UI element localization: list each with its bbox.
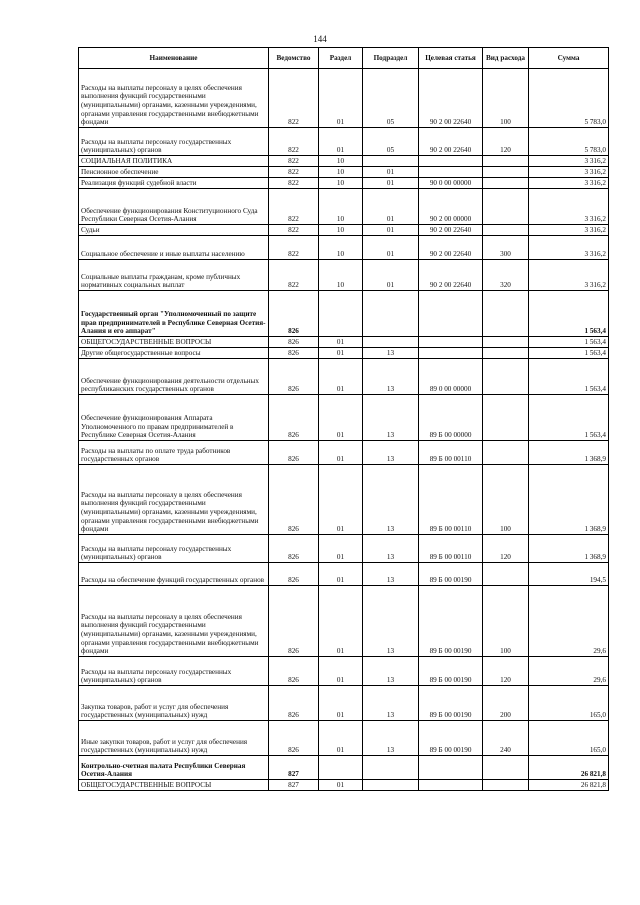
cell-sum: 3 316,2 bbox=[529, 156, 609, 167]
cell-subsection bbox=[363, 156, 419, 167]
cell-name: Расходы на выплаты персоналу государственных (муниципальных) органов bbox=[79, 535, 269, 563]
cell-expense-type bbox=[483, 348, 529, 359]
table-row bbox=[79, 189, 609, 225]
cell-subsection: 01 bbox=[363, 260, 419, 291]
cell-expense-type: 100 bbox=[483, 69, 529, 128]
cell-section: 01 bbox=[319, 686, 363, 721]
cell-subsection bbox=[363, 756, 419, 780]
cell-subsection bbox=[363, 780, 419, 791]
cell-section: 01 bbox=[319, 441, 363, 465]
cell-target-article: 89 Б 00 00000 bbox=[419, 395, 483, 441]
cell-section: 10 bbox=[319, 178, 363, 189]
cell-expense-type bbox=[483, 167, 529, 178]
cell-expense-type bbox=[483, 359, 529, 395]
cell-target-article: 89 Б 00 00190 bbox=[419, 563, 483, 586]
cell-name: Расходы на выплаты по оплате труда работников государственных органов bbox=[79, 441, 269, 465]
header-expense-type: Вид расхода bbox=[483, 48, 529, 69]
table-row bbox=[79, 225, 609, 236]
cell-subsection: 13 bbox=[363, 441, 419, 465]
cell-department: 822 bbox=[269, 128, 319, 156]
cell-section: 01 bbox=[319, 337, 363, 348]
cell-sum: 1 563,4 bbox=[529, 291, 609, 337]
cell-target-article: 89 Б 00 00190 bbox=[419, 721, 483, 756]
cell-expense-type bbox=[483, 156, 529, 167]
cell-sum: 1 368,9 bbox=[529, 465, 609, 535]
cell-section: 01 bbox=[319, 586, 363, 657]
cell-subsection: 05 bbox=[363, 128, 419, 156]
cell-department: 822 bbox=[269, 69, 319, 128]
cell-target-article bbox=[419, 337, 483, 348]
cell-subsection: 13 bbox=[363, 686, 419, 721]
cell-department: 826 bbox=[269, 465, 319, 535]
cell-section: 01 bbox=[319, 563, 363, 586]
cell-sum: 165,0 bbox=[529, 721, 609, 756]
cell-name: Обеспечение функционирования Конституционного Суда Республики Северная Осетия-Алания bbox=[79, 189, 269, 225]
table-header-row bbox=[79, 48, 609, 69]
table-row bbox=[79, 441, 609, 465]
header-target-article: Целевая статья bbox=[419, 48, 483, 69]
cell-expense-type: 120 bbox=[483, 657, 529, 686]
cell-expense-type bbox=[483, 178, 529, 189]
cell-expense-type: 120 bbox=[483, 128, 529, 156]
cell-section: 10 bbox=[319, 225, 363, 236]
table-row bbox=[79, 535, 609, 563]
cell-section bbox=[319, 756, 363, 780]
cell-name: ОБЩЕГОСУДАРСТВЕННЫЕ ВОПРОСЫ bbox=[79, 780, 269, 791]
table-row bbox=[79, 337, 609, 348]
cell-department: 822 bbox=[269, 236, 319, 260]
cell-department: 822 bbox=[269, 167, 319, 178]
cell-section: 10 bbox=[319, 260, 363, 291]
table-row bbox=[79, 657, 609, 686]
cell-target-article: 90 2 00 00000 bbox=[419, 189, 483, 225]
cell-target-article: 89 Б 00 00190 bbox=[419, 586, 483, 657]
cell-name: Социальное обеспечение и иные выплаты населению bbox=[79, 236, 269, 260]
cell-expense-type bbox=[483, 395, 529, 441]
budget-table bbox=[78, 47, 609, 791]
cell-section: 10 bbox=[319, 167, 363, 178]
cell-target-article bbox=[419, 756, 483, 780]
table-row bbox=[79, 291, 609, 337]
cell-department: 826 bbox=[269, 721, 319, 756]
cell-name: Расходы на выплаты персоналу в целях обеспечения выполнения функций государственными (муниципальными) органами, казенными учреждениями, органами управления государственными внебюджетными фондами bbox=[79, 586, 269, 657]
cell-target-article bbox=[419, 156, 483, 167]
cell-subsection: 13 bbox=[363, 657, 419, 686]
cell-section: 01 bbox=[319, 69, 363, 128]
table-body bbox=[79, 69, 609, 791]
cell-target-article bbox=[419, 780, 483, 791]
cell-department: 827 bbox=[269, 756, 319, 780]
cell-expense-type: 200 bbox=[483, 686, 529, 721]
cell-department: 826 bbox=[269, 337, 319, 348]
cell-subsection: 01 bbox=[363, 189, 419, 225]
cell-target-article: 90 2 00 22640 bbox=[419, 225, 483, 236]
cell-sum: 3 316,2 bbox=[529, 189, 609, 225]
cell-subsection: 13 bbox=[363, 465, 419, 535]
table-row bbox=[79, 69, 609, 128]
cell-sum: 1 563,4 bbox=[529, 395, 609, 441]
cell-department: 827 bbox=[269, 780, 319, 791]
table-row bbox=[79, 586, 609, 657]
cell-section: 01 bbox=[319, 395, 363, 441]
cell-name: Государственный орган "Уполномоченный по защите прав предпринимателей в Республике Северная Осетия-Алания и его аппарат" bbox=[79, 291, 269, 337]
cell-target-article: 90 0 00 00000 bbox=[419, 178, 483, 189]
header-department: Ведомство bbox=[269, 48, 319, 69]
cell-sum: 5 783,0 bbox=[529, 69, 609, 128]
cell-expense-type: 320 bbox=[483, 260, 529, 291]
cell-name: СОЦИАЛЬНАЯ ПОЛИТИКА bbox=[79, 156, 269, 167]
cell-subsection: 13 bbox=[363, 348, 419, 359]
cell-sum: 3 316,2 bbox=[529, 167, 609, 178]
cell-department: 826 bbox=[269, 395, 319, 441]
cell-target-article bbox=[419, 167, 483, 178]
cell-target-article: 90 2 00 22640 bbox=[419, 128, 483, 156]
table-row bbox=[79, 236, 609, 260]
cell-subsection: 13 bbox=[363, 359, 419, 395]
cell-subsection: 13 bbox=[363, 563, 419, 586]
cell-sum: 29,6 bbox=[529, 657, 609, 686]
cell-sum: 1 368,9 bbox=[529, 441, 609, 465]
cell-section: 01 bbox=[319, 359, 363, 395]
cell-sum: 26 821,8 bbox=[529, 780, 609, 791]
cell-target-article bbox=[419, 348, 483, 359]
cell-subsection bbox=[363, 337, 419, 348]
cell-section: 01 bbox=[319, 780, 363, 791]
cell-department: 826 bbox=[269, 586, 319, 657]
cell-department: 826 bbox=[269, 686, 319, 721]
table-row bbox=[79, 465, 609, 535]
header-section: Раздел bbox=[319, 48, 363, 69]
cell-sum: 1 368,9 bbox=[529, 535, 609, 563]
cell-expense-type bbox=[483, 441, 529, 465]
cell-department: 826 bbox=[269, 348, 319, 359]
cell-subsection bbox=[363, 291, 419, 337]
cell-section: 01 bbox=[319, 465, 363, 535]
cell-target-article: 89 Б 00 00110 bbox=[419, 535, 483, 563]
cell-sum: 5 783,0 bbox=[529, 128, 609, 156]
cell-expense-type bbox=[483, 756, 529, 780]
cell-department: 822 bbox=[269, 225, 319, 236]
cell-expense-type: 120 bbox=[483, 535, 529, 563]
cell-subsection: 13 bbox=[363, 395, 419, 441]
cell-sum: 3 316,2 bbox=[529, 236, 609, 260]
cell-name: ОБЩЕГОСУДАРСТВЕННЫЕ ВОПРОСЫ bbox=[79, 337, 269, 348]
cell-subsection: 13 bbox=[363, 721, 419, 756]
cell-target-article: 89 Б 00 00190 bbox=[419, 657, 483, 686]
cell-name: Другие общегосударственные вопросы bbox=[79, 348, 269, 359]
cell-name: Обеспечение функционирования Аппарата Уполномоченного по правам предпринимателей в Республике Северная Осетия-Алания bbox=[79, 395, 269, 441]
table-row bbox=[79, 167, 609, 178]
header-sum: Сумма bbox=[529, 48, 609, 69]
cell-section: 01 bbox=[319, 348, 363, 359]
cell-section: 01 bbox=[319, 128, 363, 156]
cell-expense-type bbox=[483, 780, 529, 791]
cell-name: Расходы на обеспечение функций государственных органов bbox=[79, 563, 269, 586]
cell-subsection: 01 bbox=[363, 236, 419, 260]
cell-expense-type bbox=[483, 291, 529, 337]
cell-department: 822 bbox=[269, 260, 319, 291]
table-row bbox=[79, 756, 609, 780]
cell-expense-type: 240 bbox=[483, 721, 529, 756]
cell-name: Социальные выплаты гражданам, кроме публичных нормативных социальных выплат bbox=[79, 260, 269, 291]
cell-target-article: 89 Б 00 00110 bbox=[419, 441, 483, 465]
cell-name: Реализация функций судебной власти bbox=[79, 178, 269, 189]
table-row bbox=[79, 260, 609, 291]
cell-target-article: 89 Б 00 00190 bbox=[419, 686, 483, 721]
cell-sum: 1 563,4 bbox=[529, 337, 609, 348]
cell-department: 826 bbox=[269, 359, 319, 395]
cell-target-article: 89 Б 00 00110 bbox=[419, 465, 483, 535]
cell-name: Пенсионное обеспечение bbox=[79, 167, 269, 178]
cell-subsection: 13 bbox=[363, 535, 419, 563]
cell-expense-type bbox=[483, 337, 529, 348]
cell-sum: 3 316,2 bbox=[529, 260, 609, 291]
cell-name: Контрольно-счетная палата Республики Северная Осетия-Алания bbox=[79, 756, 269, 780]
cell-sum: 29,6 bbox=[529, 586, 609, 657]
cell-name: Расходы на выплаты персоналу в целях обеспечения выполнения функций государственными (муниципальными) органами, казенными учреждениями, органами управления государственными внебюджетными фондами bbox=[79, 69, 269, 128]
cell-section: 10 bbox=[319, 156, 363, 167]
cell-target-article bbox=[419, 291, 483, 337]
cell-name: Расходы на выплаты персоналу государственных (муниципальных) органов bbox=[79, 128, 269, 156]
header-name: Наименование bbox=[79, 48, 269, 69]
cell-sum: 1 563,4 bbox=[529, 348, 609, 359]
cell-department: 822 bbox=[269, 178, 319, 189]
cell-target-article: 89 0 00 00000 bbox=[419, 359, 483, 395]
table-row bbox=[79, 721, 609, 756]
table-row bbox=[79, 563, 609, 586]
page-number: 144 bbox=[313, 34, 327, 44]
cell-department: 826 bbox=[269, 657, 319, 686]
cell-name: Расходы на выплаты персоналу государственных (муниципальных) органов bbox=[79, 657, 269, 686]
cell-subsection: 01 bbox=[363, 178, 419, 189]
cell-target-article: 90 2 00 22640 bbox=[419, 236, 483, 260]
cell-name: Иные закупки товаров, работ и услуг для обеспечения государственных (муниципальных) нужд bbox=[79, 721, 269, 756]
cell-sum: 26 821,8 bbox=[529, 756, 609, 780]
cell-name: Судьи bbox=[79, 225, 269, 236]
cell-expense-type: 100 bbox=[483, 586, 529, 657]
cell-sum: 3 316,2 bbox=[529, 178, 609, 189]
cell-subsection: 01 bbox=[363, 225, 419, 236]
cell-section: 01 bbox=[319, 657, 363, 686]
cell-sum: 194,5 bbox=[529, 563, 609, 586]
cell-sum: 3 316,2 bbox=[529, 225, 609, 236]
table-row bbox=[79, 359, 609, 395]
cell-department: 826 bbox=[269, 291, 319, 337]
cell-subsection: 01 bbox=[363, 167, 419, 178]
cell-department: 822 bbox=[269, 189, 319, 225]
table-row bbox=[79, 128, 609, 156]
cell-sum: 165,0 bbox=[529, 686, 609, 721]
cell-expense-type: 100 bbox=[483, 465, 529, 535]
cell-sum: 1 563,4 bbox=[529, 359, 609, 395]
cell-subsection: 05 bbox=[363, 69, 419, 128]
cell-section: 01 bbox=[319, 721, 363, 756]
cell-section: 10 bbox=[319, 236, 363, 260]
table-row bbox=[79, 395, 609, 441]
table-row bbox=[79, 686, 609, 721]
cell-section: 10 bbox=[319, 189, 363, 225]
table-row bbox=[79, 156, 609, 167]
table-row bbox=[79, 178, 609, 189]
header-subsection: Подраздел bbox=[363, 48, 419, 69]
cell-department: 822 bbox=[269, 156, 319, 167]
cell-expense-type: 300 bbox=[483, 236, 529, 260]
cell-expense-type bbox=[483, 225, 529, 236]
cell-department: 826 bbox=[269, 441, 319, 465]
cell-target-article: 90 2 00 22640 bbox=[419, 69, 483, 128]
cell-target-article: 90 2 00 22640 bbox=[419, 260, 483, 291]
cell-expense-type bbox=[483, 189, 529, 225]
cell-department: 826 bbox=[269, 563, 319, 586]
cell-subsection: 13 bbox=[363, 586, 419, 657]
cell-name: Закупка товаров, работ и услуг для обеспечения государственных (муниципальных) нужд bbox=[79, 686, 269, 721]
cell-section bbox=[319, 291, 363, 337]
cell-name: Расходы на выплаты персоналу в целях обеспечения выполнения функций государственными (муниципальными) органами, казенными учреждениями, органами управления государственными внебюджетными фондами bbox=[79, 465, 269, 535]
table-row bbox=[79, 780, 609, 791]
cell-expense-type bbox=[483, 563, 529, 586]
cell-section: 01 bbox=[319, 535, 363, 563]
cell-name: Обеспечение функционирования деятельности отдельных республиканских государственных органов bbox=[79, 359, 269, 395]
table-row bbox=[79, 348, 609, 359]
cell-department: 826 bbox=[269, 535, 319, 563]
